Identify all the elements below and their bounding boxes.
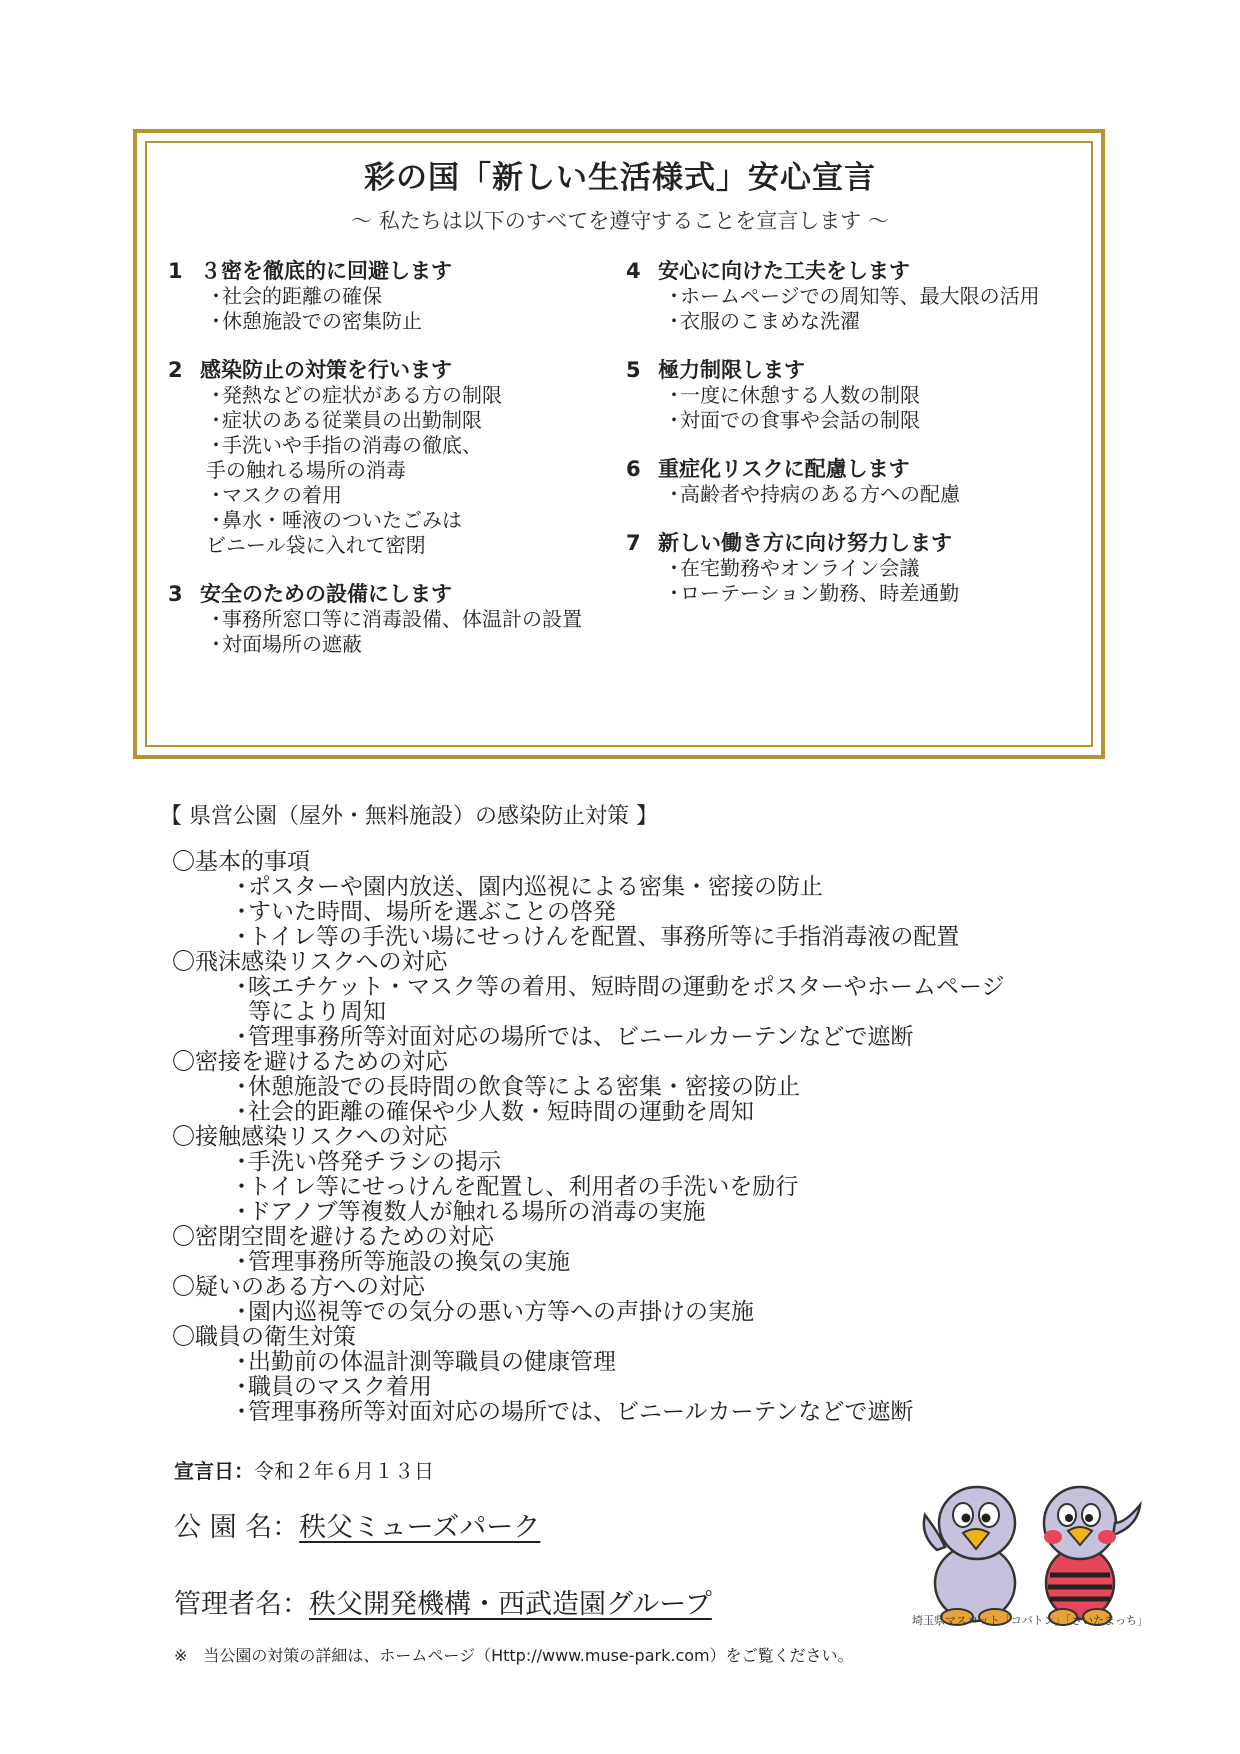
bullet-icon: ・	[206, 632, 226, 656]
section-item-text: 在宅勤務やオンライン会議	[680, 556, 920, 580]
measure-item-text: 休憩施設での長時間の飲食等による密集・密接の防止	[248, 1074, 800, 1100]
section-item	[626, 309, 1086, 334]
bullet-icon: ・	[230, 974, 253, 1000]
declaration-section	[168, 581, 628, 657]
declaration-section	[626, 357, 1086, 433]
measure-item-text: 咳エチケット・マスク等の着用、短時間の運動をポスターやホームページ	[248, 974, 1005, 1000]
measure-category: 〇飛沫感染リスクへの対応	[172, 949, 448, 975]
bullet-icon: ・	[664, 383, 684, 407]
section-heading	[168, 258, 628, 284]
section-item-text: 対面での食事や会話の制限	[680, 408, 920, 432]
bullet-icon: ・	[230, 1174, 253, 1200]
section-item-text: 休憩施設での密集防止	[222, 309, 422, 333]
measure-item	[172, 1150, 1092, 1175]
bullet-icon: ・	[206, 433, 226, 457]
measure-item-text: 社会的距離の確保や少人数・短時間の運動を周知	[248, 1099, 754, 1125]
measure-item-text: 園内巡視等での気分の悪い方等への声掛けの実施	[248, 1299, 754, 1325]
section-heading-text: 極力制限します	[658, 358, 805, 382]
bullet-icon: ・	[206, 309, 226, 333]
bullet-icon: ・	[206, 607, 226, 631]
declaration-section	[168, 258, 628, 334]
section-item-text: 鼻水・唾液のついたごみは	[222, 508, 462, 532]
declaration-subtitle: ～ 私たちは以下のすべてを遵守することを宣言します ～	[351, 209, 889, 233]
measure-item-text: 管理事務所等対面対応の場所では、ビニールカーテンなどで遮断	[248, 1024, 914, 1050]
section-item-text: 社会的距離の確保	[222, 284, 382, 308]
section-heading-text: 安心に向けた工夫をします	[658, 259, 910, 283]
bullet-icon: ・	[206, 483, 226, 507]
section-number: 2	[168, 358, 183, 382]
manager-label: 管理者名：	[174, 1589, 309, 1620]
measure-category: 〇疑いのある方への対応	[172, 1274, 425, 1300]
section-item-text: ローテーション勤務、時差通勤	[680, 581, 960, 605]
section-item	[168, 607, 628, 632]
section-item-text: 対面場所の遮蔽	[222, 632, 362, 656]
bullet-icon: ・	[230, 924, 253, 950]
measure-category: 〇職員の衛生対策	[172, 1324, 356, 1350]
measure-item-text: 手洗い啓発チラシの掲示	[248, 1149, 501, 1175]
measure-item	[172, 1250, 1092, 1275]
measure-item-text: ポスターや園内放送、園内巡視による密集・密接の防止	[248, 874, 823, 900]
park-value: 秩父ミューズパーク	[299, 1512, 541, 1543]
measure-item	[172, 1350, 1092, 1375]
bullet-icon: ・	[664, 309, 684, 333]
measure-item-text: トイレ等の手洗い場にせっけんを配置、事務所等に手指消毒液の配置	[248, 924, 960, 950]
bullet-icon: ・	[230, 1099, 253, 1125]
section-number: 6	[626, 457, 641, 481]
section-heading	[168, 581, 628, 607]
measure-category: 〇基本的事項	[172, 849, 310, 875]
section-item-text: 事務所窓口等に消毒設備、体温計の設置	[222, 607, 582, 631]
measure-item	[172, 925, 1092, 950]
declaration-date	[174, 1455, 434, 1484]
section-item-text: 手の触れる場所の消毒	[206, 458, 406, 482]
section-item	[626, 408, 1086, 433]
measure-item	[172, 1100, 1092, 1125]
section-item	[168, 632, 628, 657]
measure-item	[172, 1075, 1092, 1100]
section-number: 3	[168, 582, 183, 606]
mascot-caption: 埼玉県マスコット「コバトン」「さいたまっち」	[911, 1614, 1149, 1627]
section-number: 4	[626, 259, 641, 283]
declaration-section	[168, 357, 628, 558]
section-heading	[626, 456, 1086, 482]
section-item	[168, 284, 628, 309]
section-item	[168, 483, 628, 508]
section-item	[168, 309, 628, 334]
section-item	[626, 581, 1086, 606]
measure-item	[172, 1025, 1092, 1050]
section-item	[168, 533, 628, 558]
measure-category: 〇密閉空間を避けるための対応	[172, 1224, 494, 1250]
bullet-icon: ・	[230, 1024, 253, 1050]
declaration-section	[626, 456, 1086, 507]
bullet-icon: ・	[230, 899, 253, 925]
bullet-icon: ・	[230, 1074, 253, 1100]
bullet-icon: ・	[206, 383, 226, 407]
section-item	[168, 408, 628, 433]
bullet-icon: ・	[664, 284, 684, 308]
declaration-section	[626, 258, 1086, 334]
section-item	[168, 508, 628, 533]
section-heading-text: 重症化リスクに配慮します	[658, 457, 910, 481]
manager-name	[174, 1582, 712, 1621]
bullet-icon: ・	[230, 1199, 253, 1225]
bullet-icon: ・	[230, 1299, 253, 1325]
section-number: 1	[168, 259, 183, 283]
section-number: 5	[626, 358, 641, 382]
measure-item-text: トイレ等にせっけんを配置し、利用者の手洗いを励行	[248, 1174, 799, 1200]
section-item	[168, 433, 628, 458]
bullet-icon: ・	[206, 284, 226, 308]
section-heading	[626, 258, 1086, 284]
section-heading	[626, 357, 1086, 383]
bullet-icon: ・	[206, 508, 226, 532]
section-item-text: 一度に休憩する人数の制限	[680, 383, 920, 407]
measures-list	[172, 850, 1092, 1425]
measure-item-text: 管理事務所等対面対応の場所では、ビニールカーテンなどで遮断	[248, 1399, 914, 1425]
section-number: 7	[626, 531, 641, 555]
measure-item	[172, 1375, 1092, 1400]
section-heading-text: 安全のための設備にします	[200, 582, 452, 606]
bullet-icon: ・	[664, 408, 684, 432]
section-item-text: 症状のある従業員の出勤制限	[222, 408, 482, 432]
section-item	[626, 482, 1086, 507]
measure-item-text: すいた時間、場所を選ぶことの啓発	[248, 899, 616, 925]
declaration-section	[626, 530, 1086, 606]
section-heading	[626, 530, 1086, 556]
measure-category: 〇密接を避けるための対応	[172, 1049, 448, 1075]
bullet-icon: ・	[664, 556, 684, 580]
bullet-icon: ・	[230, 1349, 253, 1375]
kobaton-mascot	[924, 1487, 1015, 1625]
manager-value: 秩父開発機構・西武造園グループ	[309, 1589, 712, 1620]
section-heading-text: 感染防止の対策を行います	[200, 358, 452, 382]
park-label: 公 園 名：	[174, 1512, 300, 1543]
measure-item	[172, 975, 1092, 1000]
section-item-text: ホームページでの周知等、最大限の活用	[680, 284, 1040, 308]
saitamacchi-mascot	[1044, 1487, 1140, 1625]
section-item-text: 衣服のこまめな洗濯	[680, 309, 860, 333]
measure-item	[172, 1300, 1092, 1325]
section-item	[626, 556, 1086, 581]
declaration-left-column	[168, 258, 628, 680]
section-item	[626, 284, 1086, 309]
measures-title: 【 県営公園（屋外・無料施設）の感染防止対策 】	[160, 804, 658, 829]
measure-category: 〇接触感染リスクへの対応	[172, 1124, 448, 1150]
bullet-icon: ・	[230, 1399, 253, 1425]
measure-item-text: 職員のマスク着用	[248, 1374, 432, 1400]
section-item-text: ビニール袋に入れて密閉	[206, 533, 426, 557]
measure-item	[172, 1175, 1092, 1200]
measure-item-text: 出勤前の体温計測等職員の健康管理	[248, 1349, 616, 1375]
bullet-icon: ・	[664, 581, 684, 605]
measure-item-text: ドアノブ等複数人が触れる場所の消毒の実施	[248, 1199, 706, 1225]
measure-item-text: 管理事務所等施設の換気の実施	[248, 1249, 570, 1275]
bullet-icon: ・	[230, 1149, 253, 1175]
bullet-icon: ・	[206, 408, 226, 432]
date-label: 宣言日：	[174, 1459, 254, 1483]
measure-item	[172, 1200, 1092, 1225]
measure-item	[172, 900, 1092, 925]
bullet-icon: ・	[230, 874, 253, 900]
measure-item	[172, 1400, 1092, 1425]
bullet-icon: ・	[230, 1374, 253, 1400]
section-item	[168, 458, 628, 483]
section-item	[626, 383, 1086, 408]
declaration-right-column	[626, 258, 1086, 629]
website-note: ※ 当公園の対策の詳細は、ホームページ（Http://www.muse-park.com）をご覧ください。	[174, 1646, 854, 1665]
declaration-title: 彩の国「新しい生活様式」安心宣言	[364, 160, 876, 196]
date-value: 令和２年６月１３日	[254, 1459, 434, 1483]
section-item	[168, 383, 628, 408]
bullet-icon: ・	[230, 1249, 253, 1275]
section-item-text: マスクの着用	[222, 483, 342, 507]
section-heading-text: 新しい働き方に向け努力します	[658, 531, 952, 555]
mascot-illustration	[915, 1465, 1145, 1630]
park-name	[174, 1505, 540, 1544]
bullet-icon: ・	[664, 482, 684, 506]
section-heading-text: ３密を徹底的に回避します	[200, 259, 452, 283]
section-heading	[168, 357, 628, 383]
measure-item	[172, 875, 1092, 900]
section-item-text: 手洗いや手指の消毒の徹底、	[222, 433, 482, 457]
section-item-text: 発熱などの症状がある方の制限	[222, 383, 502, 407]
measure-item-continued: 等により周知	[248, 999, 386, 1025]
section-item-text: 高齢者や持病のある方への配慮	[680, 482, 960, 506]
